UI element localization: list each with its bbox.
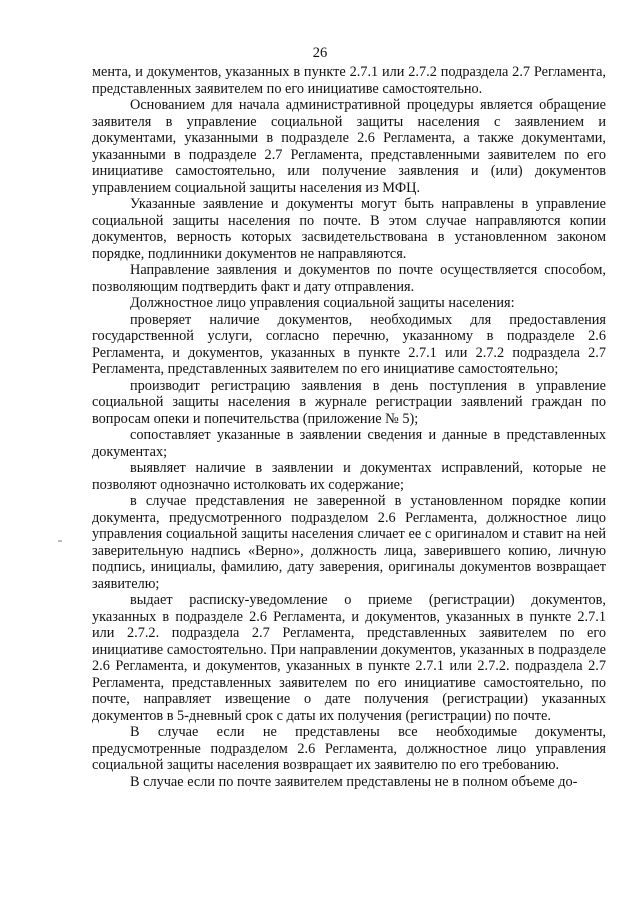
duty-compare: сопоставляет указанные в заявлении сведения и данные в представленных документах; [92,427,606,460]
duty-register: производит регистрацию заявления в день поступления в управление социальной защиты населения в журнале регистрации заявлений граждан по вопросам опеки и попечительства (приложение № 5); [92,377,606,427]
document-body [92,64,606,790]
paragraph-incomplete-documents: В случае если не представлены все необходимые документы, предусмотренные подразделом 2.6 Регламента, должностное лицо управления социальной защиты населения возвращает их заявителю по его требованию. [92,724,606,773]
duty-detect-corrections: выявляет наличие в заявлении и документах исправлений, которые не позволяют однозначно истолковать их содержание; [92,460,606,493]
duty-certify-copy: в случае представления не заверенной в установленном порядке копии документа, предусмотренного подразделом 2.6 Регламента, должностное лицо управления социальной защиты населения сличает ее с оригиналом и ставит на ней заверительную надпись «Верно», должность лица, заверившего копию, личную подпись, инициалы, фамилию, дату заверения, оригиналы документов возвращает заявителю; [92,493,606,592]
page-number: 26 [312,45,328,61]
paragraph-basis: Основанием для начала административной процедуры является обращение заявителя в управление социальной защиты населения с заявлением и документами, указанными в подразделе 2.6 Регламента, а также документами, указанными в подразделе 2.7 Регламента, представленными заявителем по его инициативе самостоятельно, или получение заявления и (или) документов управлением социальной защиты населения из МФЦ. [92,97,606,196]
duty-check-documents: проверяет наличие документов, необходимых для предоставления государственной услуги, согласно перечню, указанному в подразделе 2.6 Регламента, и документов, указанных в пункте 2.7.1 или 2.7.2 подраздела 2.7 Регламента, представленных заявителем по его инициативе самостоятельно; [92,311,606,377]
paragraph-mail-submission: Указанные заявление и документы могут быть направлены в управление социальной защиты населения по почте. В этом случае направляются копии документов, верность которых засвидетельствована в установленном законом порядке, подлинники документов не направляются. [92,196,606,262]
paragraph-official-duties: Должностное лицо управления социальной защиты населения: [130,295,515,311]
paragraph-continuation: мента, и документов, указанных в пункте 2.7.1 или 2.7.2 подраздела 2.7 Регламента, представленных заявителем по его инициативе самостоятельно. [92,64,606,97]
paragraph-mail-incomplete: В случае если по почте заявителем представлены не в полном объеме до- [130,773,578,790]
duty-issue-receipt: выдает расписку-уведомление о приеме (регистрации) документов, указанных в подразделе 2.6 Регламента, и документов, указанных в пункте 2.7.1 или 2.7.2. подраздела 2.7 Регламента, представленных заявителем по его инициативе самостоятельно. При направлении документов, указанных в подразделе 2.6 Регламента, и документов, указанных в пункте 2.7.1 или 2.7.2. подраздела 2.7 Регламента, представленных заявителем по его инициативе самостоятельно, по почте, направляет извещение о дате получения (регистрации) указанных документов в 5-дневный срок с даты их получения (регистрации) по почте. [92,592,606,724]
paragraph-mail-method: Направление заявления и документов по почте осуществляется способом, позволяющим подтвердить факт и дату отправления. [92,262,606,295]
scan-speck [58,540,62,542]
